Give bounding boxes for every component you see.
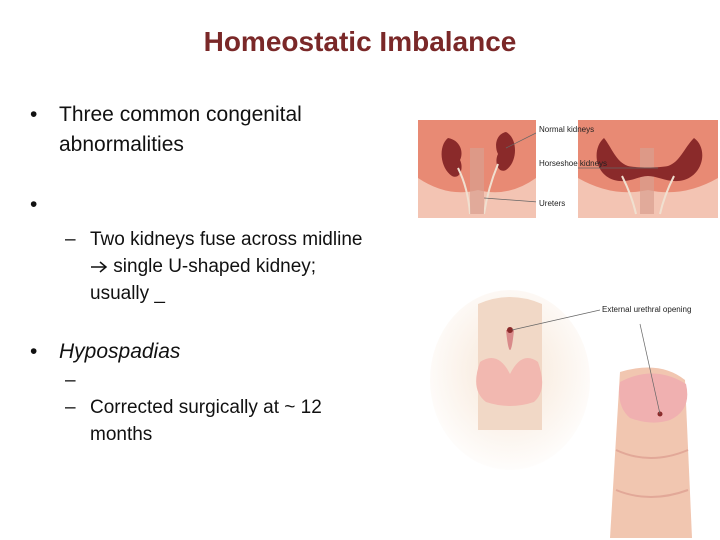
label-external-urethral-opening: External urethral opening (602, 305, 692, 314)
dash-marker: – (65, 397, 76, 418)
bullet-dot: • (30, 103, 38, 126)
bullet-2-sub-1-b: single U-shaped kidney; usually _ (90, 256, 317, 304)
arrow-right-icon (90, 261, 108, 273)
bullet-dot: • (30, 193, 38, 216)
bullet-2 (30, 190, 370, 220)
glans (619, 373, 687, 422)
bullet-1-text: Three common congenital abnormalities (59, 103, 302, 156)
label-normal-kidneys: Normal kidneys (539, 125, 595, 134)
dash-marker: – (65, 370, 76, 391)
spine-left (470, 148, 484, 214)
bullet-3-sub-2 (30, 394, 370, 448)
bullet-dot: • (30, 340, 38, 363)
bullet-3-sub-2-text: Corrected surgically at ~ 12 months (90, 397, 322, 445)
bullet-3 (30, 337, 370, 367)
spine-right (640, 148, 654, 214)
kidney-figure (418, 118, 718, 220)
bullet-3-text: Hypospadias (59, 340, 181, 363)
bullet-2-sub-1-a: Two kidneys fuse across midline (90, 229, 363, 250)
bullet-3-sub-1 (30, 367, 370, 394)
urethra-figure (430, 290, 720, 540)
dash-marker: – (65, 229, 76, 250)
slide-body (30, 100, 370, 448)
slide-title: Homeostatic Imbalance (203, 26, 517, 57)
label-horseshoe-kidneys: Horseshoe kidneys (539, 159, 608, 168)
bullet-2-sub-1 (30, 226, 370, 307)
bullet-1 (30, 100, 370, 160)
label-ureters: Ureters (539, 199, 566, 208)
